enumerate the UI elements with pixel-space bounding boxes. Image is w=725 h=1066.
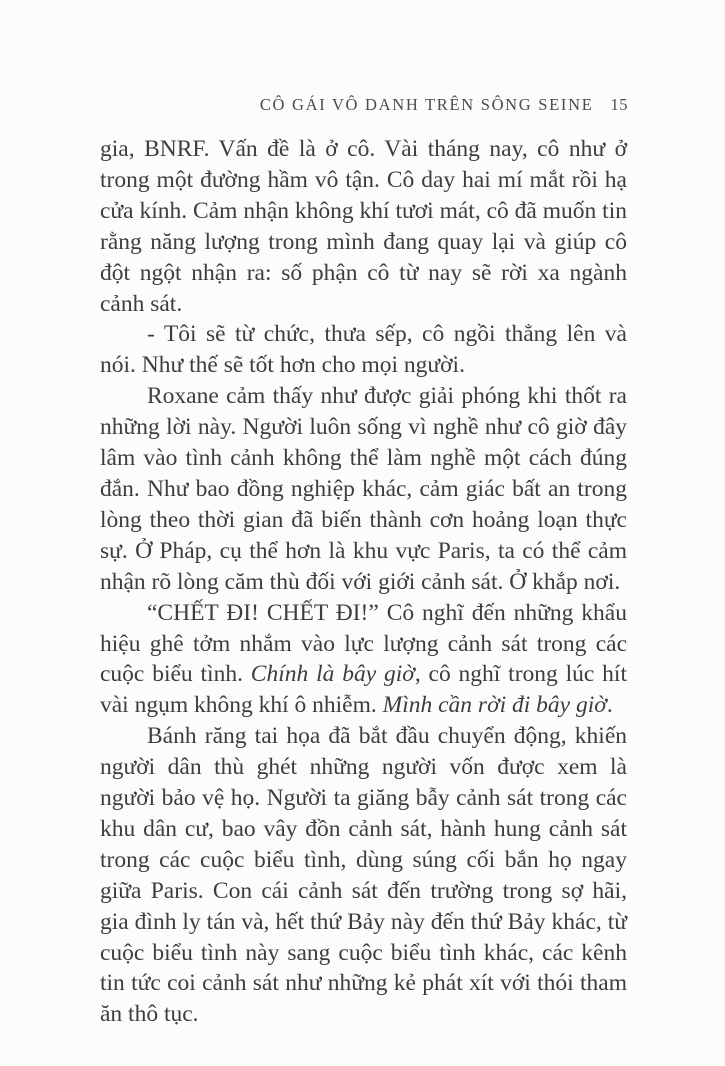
paragraph [100, 721, 627, 1030]
paragraph [100, 319, 627, 381]
text-run: . [606, 692, 613, 719]
text-block [100, 134, 627, 1030]
italic-text-run: Chính là bây giờ [250, 661, 415, 688]
text-run: , cô nghĩ trong lúc hít vài ngụm không khí ô nhiễm. [100, 661, 627, 719]
page-number: 15 [610, 95, 628, 114]
paragraph [100, 598, 627, 722]
text-run: Roxane cảm thấy như được giải phóng khi thốt ra những lời này. Người luôn sống vì nghề như cô giờ đây lâm vào tình cảnh không thể làm nghề một cách đúng đắn. Như bao đồng nghiệp khác, cảm giác bất an trong lòng theo thời gian đã biến thành cơn hoảng loạn thực sự. Ở Pháp, cụ thể hơn là khu vực Paris, ta có thể cảm nhận rõ lòng căm thù đối với giới cảnh sát. Ở khắp nơi. [100, 383, 627, 595]
text-run: - Tôi sẽ từ chức, thưa sếp, cô ngồi thẳng lên và nói. Như thế sẽ tốt hơn cho mọi người. [100, 321, 627, 379]
text-run: Bánh răng tai họa đã bắt đầu chuyển động, khiến người dân thù ghét những người vốn được xem là người bảo vệ họ. Người ta giăng bẫy cảnh sát trong các khu dân cư, bao vây đồn cảnh sát, hành hung cảnh sát trong các cuộc biểu tình, dùng súng cối bắn họ ngay giữa Paris. Con cái cảnh sát đến trường trong sợ hãi, gia đình ly tán và, hết thứ Bảy này đến thứ Bảy khác, từ cuộc biểu tình này sang cuộc biểu tình khác, các kênh tin tức coi cảnh sát như những kẻ phát xít với thói tham ăn thô tục. [100, 723, 627, 1028]
running-header-title: CÔ GÁI VÔ DANH TRÊN SÔNG SEINE [259, 95, 594, 114]
text-run: “CHẾT ĐI! CHẾT ĐI!” Cô nghĩ đến những khẩu hiệu ghê tởm nhắm vào lực lượng cảnh sát trong các cuộc biểu tình. [100, 599, 627, 688]
italic-text-run: Mình cần rời đi bây giờ [382, 692, 607, 719]
paragraph [100, 381, 627, 597]
paragraph [100, 134, 627, 319]
running-header [100, 95, 628, 115]
text-run: gia, BNRF. Vấn đề là ở cô. Vài tháng nay, cô như ở trong một đường hầm vô tận. Cô day hai mí mắt rồi hạ cửa kính. Cảm nhận không khí tươi mát, cô đã muốn tin rằng năng lượng trong mình đang quay lại và giúp cô đột ngột nhận ra: số phận cô từ nay sẽ rời xa ngành cảnh sát. [100, 136, 627, 317]
